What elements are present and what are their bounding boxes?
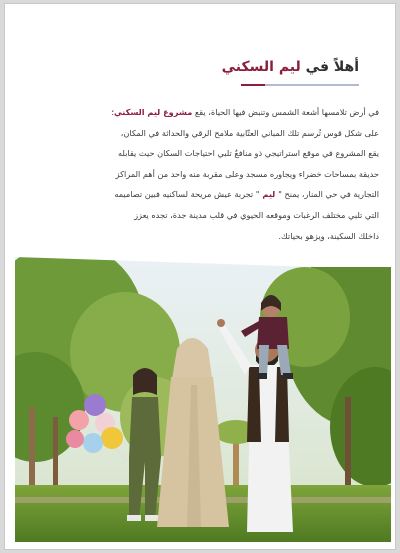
line5-text-a: التجارية في حي المنار، يمنح " — [278, 189, 379, 200]
line1-punct: ؛ — [111, 107, 114, 117]
project-name-highlight: مشروع ليم السكني — [113, 107, 193, 117]
heading-prefix: أهلاً في — [300, 59, 359, 75]
heading-text — [222, 58, 359, 76]
heading-underline-accent — [241, 84, 265, 86]
paragraph-line-7: داخلك السكينة، ويزهو بحياتك. — [278, 230, 379, 241]
paragraph-line-3: يقع المشروع في موقع استراتيجي ذو منافعٌ تلبي احتياجات السكان حيث يقابله — [118, 148, 379, 159]
heading-underline — [241, 84, 359, 86]
section-heading — [222, 58, 359, 76]
brochure-page — [4, 3, 396, 550]
paragraph-line-4: حديقة بمساحات خضراء ويجاوره مسجد وعلى مقربة منه واحد من أهم المراكز — [115, 168, 379, 179]
paragraph-line-5 — [21, 184, 379, 205]
intro-paragraph — [21, 102, 379, 246]
line1-text: في أرض تلامسها أشعة الشمس وتنبض فيها الحياة، يقع — [192, 107, 379, 117]
family-photo — [15, 257, 391, 542]
paragraph-line-1 — [21, 102, 379, 123]
brand-name-highlight: ليم — [259, 189, 279, 200]
line5-text-c: " تجربة عيش مريحة لساكنيه فبين تصاميمه — [114, 189, 260, 200]
paragraph-line-2: على شكل قوس تُرسم تلك المباني العتّابية ملامح الرقي والحداثة في المكان، — [120, 127, 379, 138]
heading-project-name: ليم السكني — [221, 59, 301, 75]
paragraph-line-6: التي تلبي مختلف الرغبات وموقعه الحيوي في قلب مدينة جدة، تجده يعزز — [134, 209, 379, 220]
